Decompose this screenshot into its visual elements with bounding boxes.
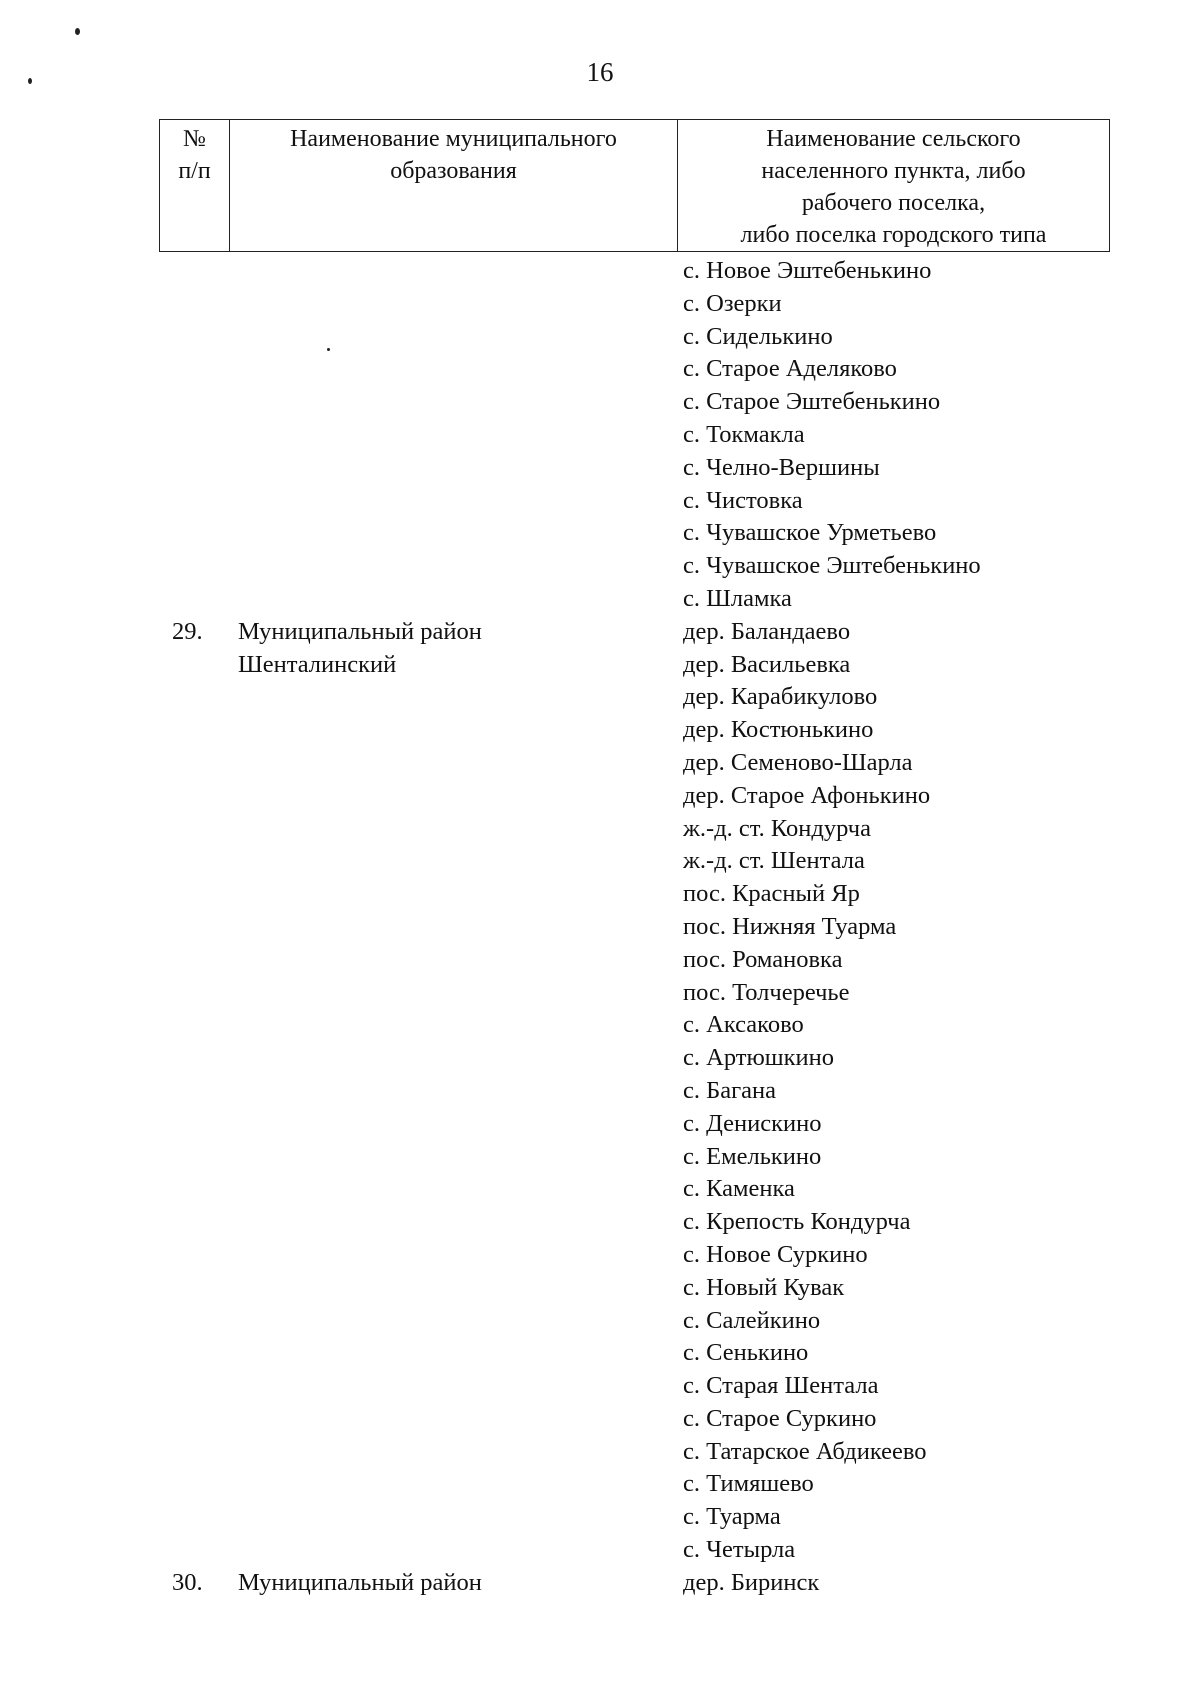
settlement-item: с. Сиделькино <box>683 322 833 350</box>
settlement-item: с. Артюшкино <box>683 1044 834 1072</box>
settlement-item: с. Аксаково <box>683 1011 804 1039</box>
settlement-item: с. Емелькино <box>683 1142 822 1170</box>
entry-number: 29. <box>172 618 203 645</box>
settlement-item: с. Салейкино <box>683 1306 821 1334</box>
entry-municipality: Муниципальный район Шенталинский <box>238 618 482 678</box>
settlement-item: с. Новое Суркино <box>683 1240 868 1268</box>
table-header <box>159 119 1110 252</box>
settlement-item: с. Старое Суркино <box>683 1404 877 1432</box>
settlement-item: с. Старое Аделяково <box>683 355 897 383</box>
settlement-item: с. Старое Эштебенькино <box>683 388 941 416</box>
settlement-item: дер. Костюнькино <box>683 716 874 744</box>
scan-speck <box>28 78 32 84</box>
settlement-item: с. Чувашское Урметьево <box>683 519 937 547</box>
settlement-item: дер. Биринск <box>683 1568 820 1596</box>
header-number-column: № п/п <box>160 120 230 251</box>
settlement-item: пос. Романовка <box>683 945 843 973</box>
settlement-item: с. Озерки <box>683 289 782 317</box>
settlement-item: пос. Красный Яр <box>683 880 860 908</box>
settlement-item: с. Старая Шентала <box>683 1372 879 1400</box>
settlement-item: дер. Карабикулово <box>683 683 878 711</box>
settlement-item: с. Багана <box>683 1076 776 1104</box>
scan-speck <box>327 348 330 351</box>
settlement-item: дер. Васильевка <box>683 650 851 678</box>
settlement-item: ж.-д. ст. Кондурча <box>683 814 871 842</box>
settlement-item: с. Чувашское Эштебенькино <box>683 552 981 580</box>
settlement-item: дер. Баландаево <box>683 617 851 645</box>
page-number: 16 <box>586 57 614 87</box>
settlement-item: дер. Старое Афонькино <box>683 781 931 809</box>
settlement-item: ж.-д. ст. Шентала <box>683 847 865 875</box>
settlement-item: с. Токмакла <box>683 420 805 448</box>
settlement-list <box>683 255 1103 1600</box>
scan-speck <box>75 28 80 35</box>
settlement-item: с. Новое Эштебенькино <box>683 257 932 284</box>
settlement-item: с. Тимяшево <box>683 1470 814 1498</box>
header-settlement-column: Наименование сельского населенного пункта, либо рабочего поселка, либо поселка городского типа <box>740 126 1047 248</box>
settlement-item: с. Татарское Абдикеево <box>683 1437 927 1465</box>
settlement-item: с. Крепость Кондурча <box>683 1208 911 1236</box>
entry-municipality: Муниципальный район <box>238 1569 482 1596</box>
settlement-item: с. Денискино <box>683 1109 822 1137</box>
settlement-item: с. Чистовка <box>683 486 803 514</box>
settlement-item: дер. Семеново-Шарла <box>683 748 913 776</box>
settlement-item: с. Челно-Вершины <box>683 453 880 481</box>
entry-number: 30. <box>172 1569 203 1596</box>
settlement-item: пос. Толчеречье <box>683 978 850 1006</box>
settlement-item: с. Новый Кувак <box>683 1273 845 1301</box>
settlement-item: с. Сенькино <box>683 1339 809 1367</box>
settlement-item: с. Каменка <box>683 1175 795 1203</box>
settlement-item: с. Шламка <box>683 584 792 612</box>
header-municipality-column: Наименование муниципального образования <box>230 120 678 251</box>
settlement-item: пос. Нижняя Туарма <box>683 912 897 940</box>
settlement-item: с. Четырла <box>683 1536 796 1564</box>
settlement-item: с. Туарма <box>683 1503 781 1531</box>
